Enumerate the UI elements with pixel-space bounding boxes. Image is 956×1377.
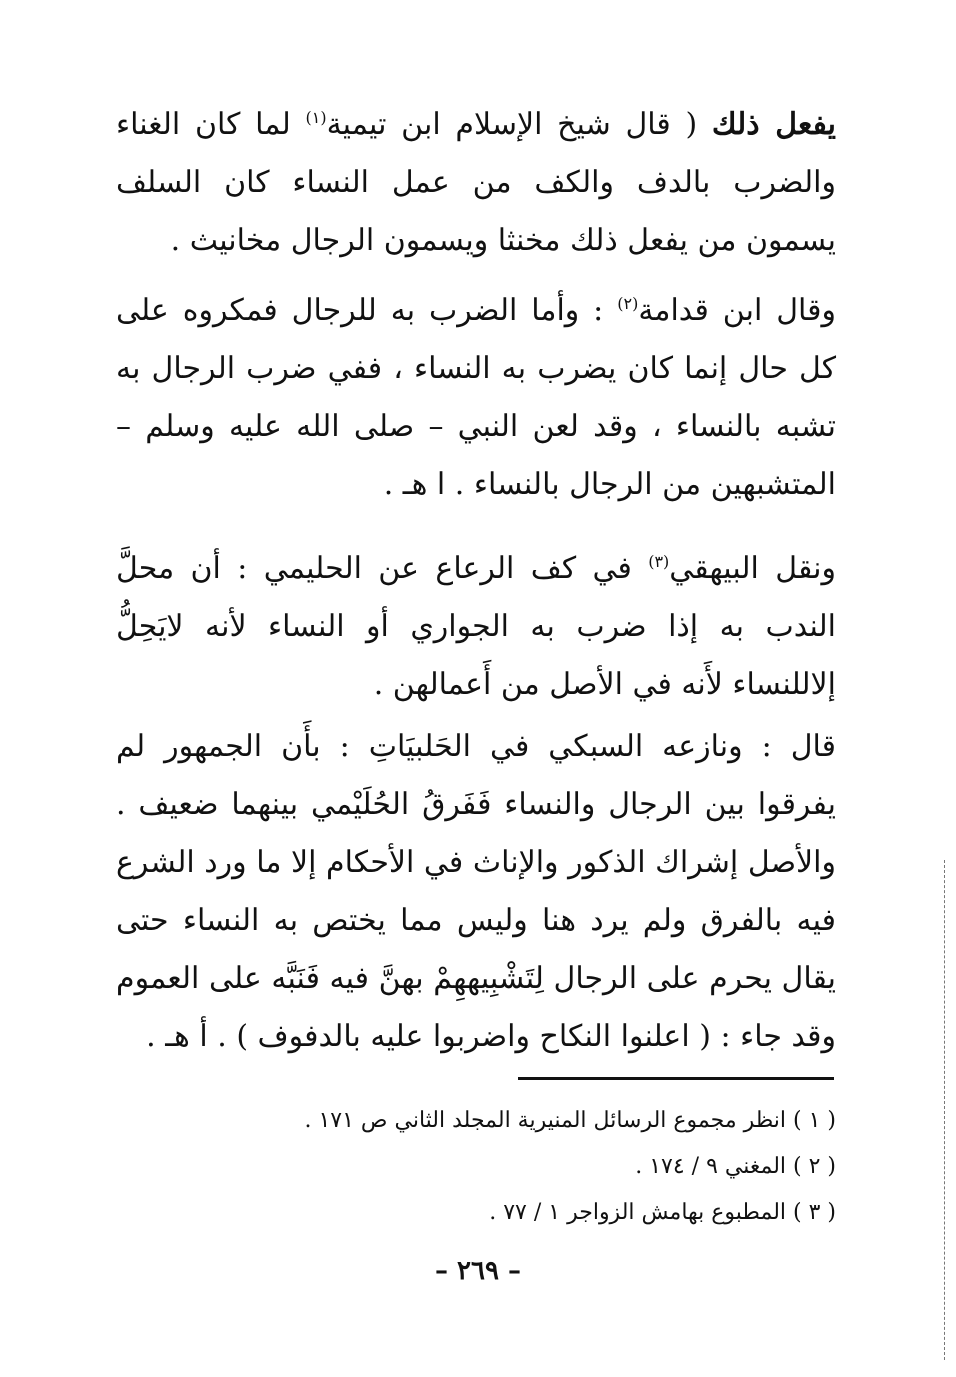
paragraph-ibn-qudamah bbox=[116, 282, 836, 514]
footnote-divider bbox=[518, 1077, 834, 1080]
paragraph-text: قال : ونازعه السبكي في الحَلبيَاتِ : بأَن الجمهور لم يفرقوا بين الرجال والنساء فَفَرقُ الحُلَيْمي بينهما ضعيف . والأصل إشراك الذكور والإناث في الأحكام إلا ما ورد الشرع فيه بالفرق ولم يرد هنا وليس مما يختص به النساء حتى يقال يحرم على الرجال لِتَشْبِيههِمْ بهنَّ فيه فَنَبَّه على العموم وقد جاء : ( اعلنوا النكاح واضربوا عليه بالدفوف ) . أ هـ . bbox=[116, 729, 836, 1054]
footnotes bbox=[116, 1098, 836, 1236]
paragraph-text: في كف الرعاع عن الحليمي : أن محلَّ الندب به إذا ضرب به الجواري أو النساء لأنه لايَحِلُّ إلاللنساء لأَنه في الأصل من أَعمالهن . bbox=[116, 551, 836, 702]
footnote-ref-2: (٢) bbox=[617, 294, 639, 313]
footnote-ref-3: (٣) bbox=[648, 552, 670, 571]
paragraph-text: ونقل البيهقي bbox=[669, 551, 836, 586]
scan-edge-line bbox=[944, 860, 945, 1360]
paragraph-lead-word: يفعل ذلك bbox=[711, 107, 836, 142]
footnote-2: ( ٢ ) المغني ٩ / ١٧٤ . bbox=[635, 1154, 836, 1179]
paragraph-text: وقال ابن قدامة bbox=[638, 293, 837, 328]
footnote-1: ( ١ ) انظر مجموع الرسائل المنيرية المجلد الثاني ص ١٧١ . bbox=[304, 1108, 836, 1133]
paragraph-text: : وأما الضرب به للرجال فمكروه على كل حال إنما كان يضرب به النساء ، ففي ضرب الرجال به تشبه بالنساء ، وقد لعن النبي – صلى الله عليه وسلم – المتشبهين من الرجال بالنساء . ا هـ . bbox=[116, 293, 836, 502]
paragraph-subki bbox=[116, 718, 836, 1066]
paragraph-bayhaqi bbox=[116, 540, 836, 714]
paragraph-ibn-taymiyyah bbox=[116, 96, 836, 270]
footnote-ref-1: (١) bbox=[305, 108, 327, 127]
footnote-3: ( ٣ ) المطبوع بهامش الزواجر ١ / ٧٧ . bbox=[489, 1200, 836, 1225]
page-number: – ٢٦٩ – bbox=[434, 1256, 522, 1286]
paragraph-text: لما كان الغناء والضرب بالدف والكف من عمل النساء كان السلف يسمون من يفعل ذلك مخنثا ويسمون الرجال مخانيث . bbox=[116, 107, 836, 258]
paragraph-text: ( قال شيخ الإسلام ابن تيمية bbox=[326, 107, 712, 142]
